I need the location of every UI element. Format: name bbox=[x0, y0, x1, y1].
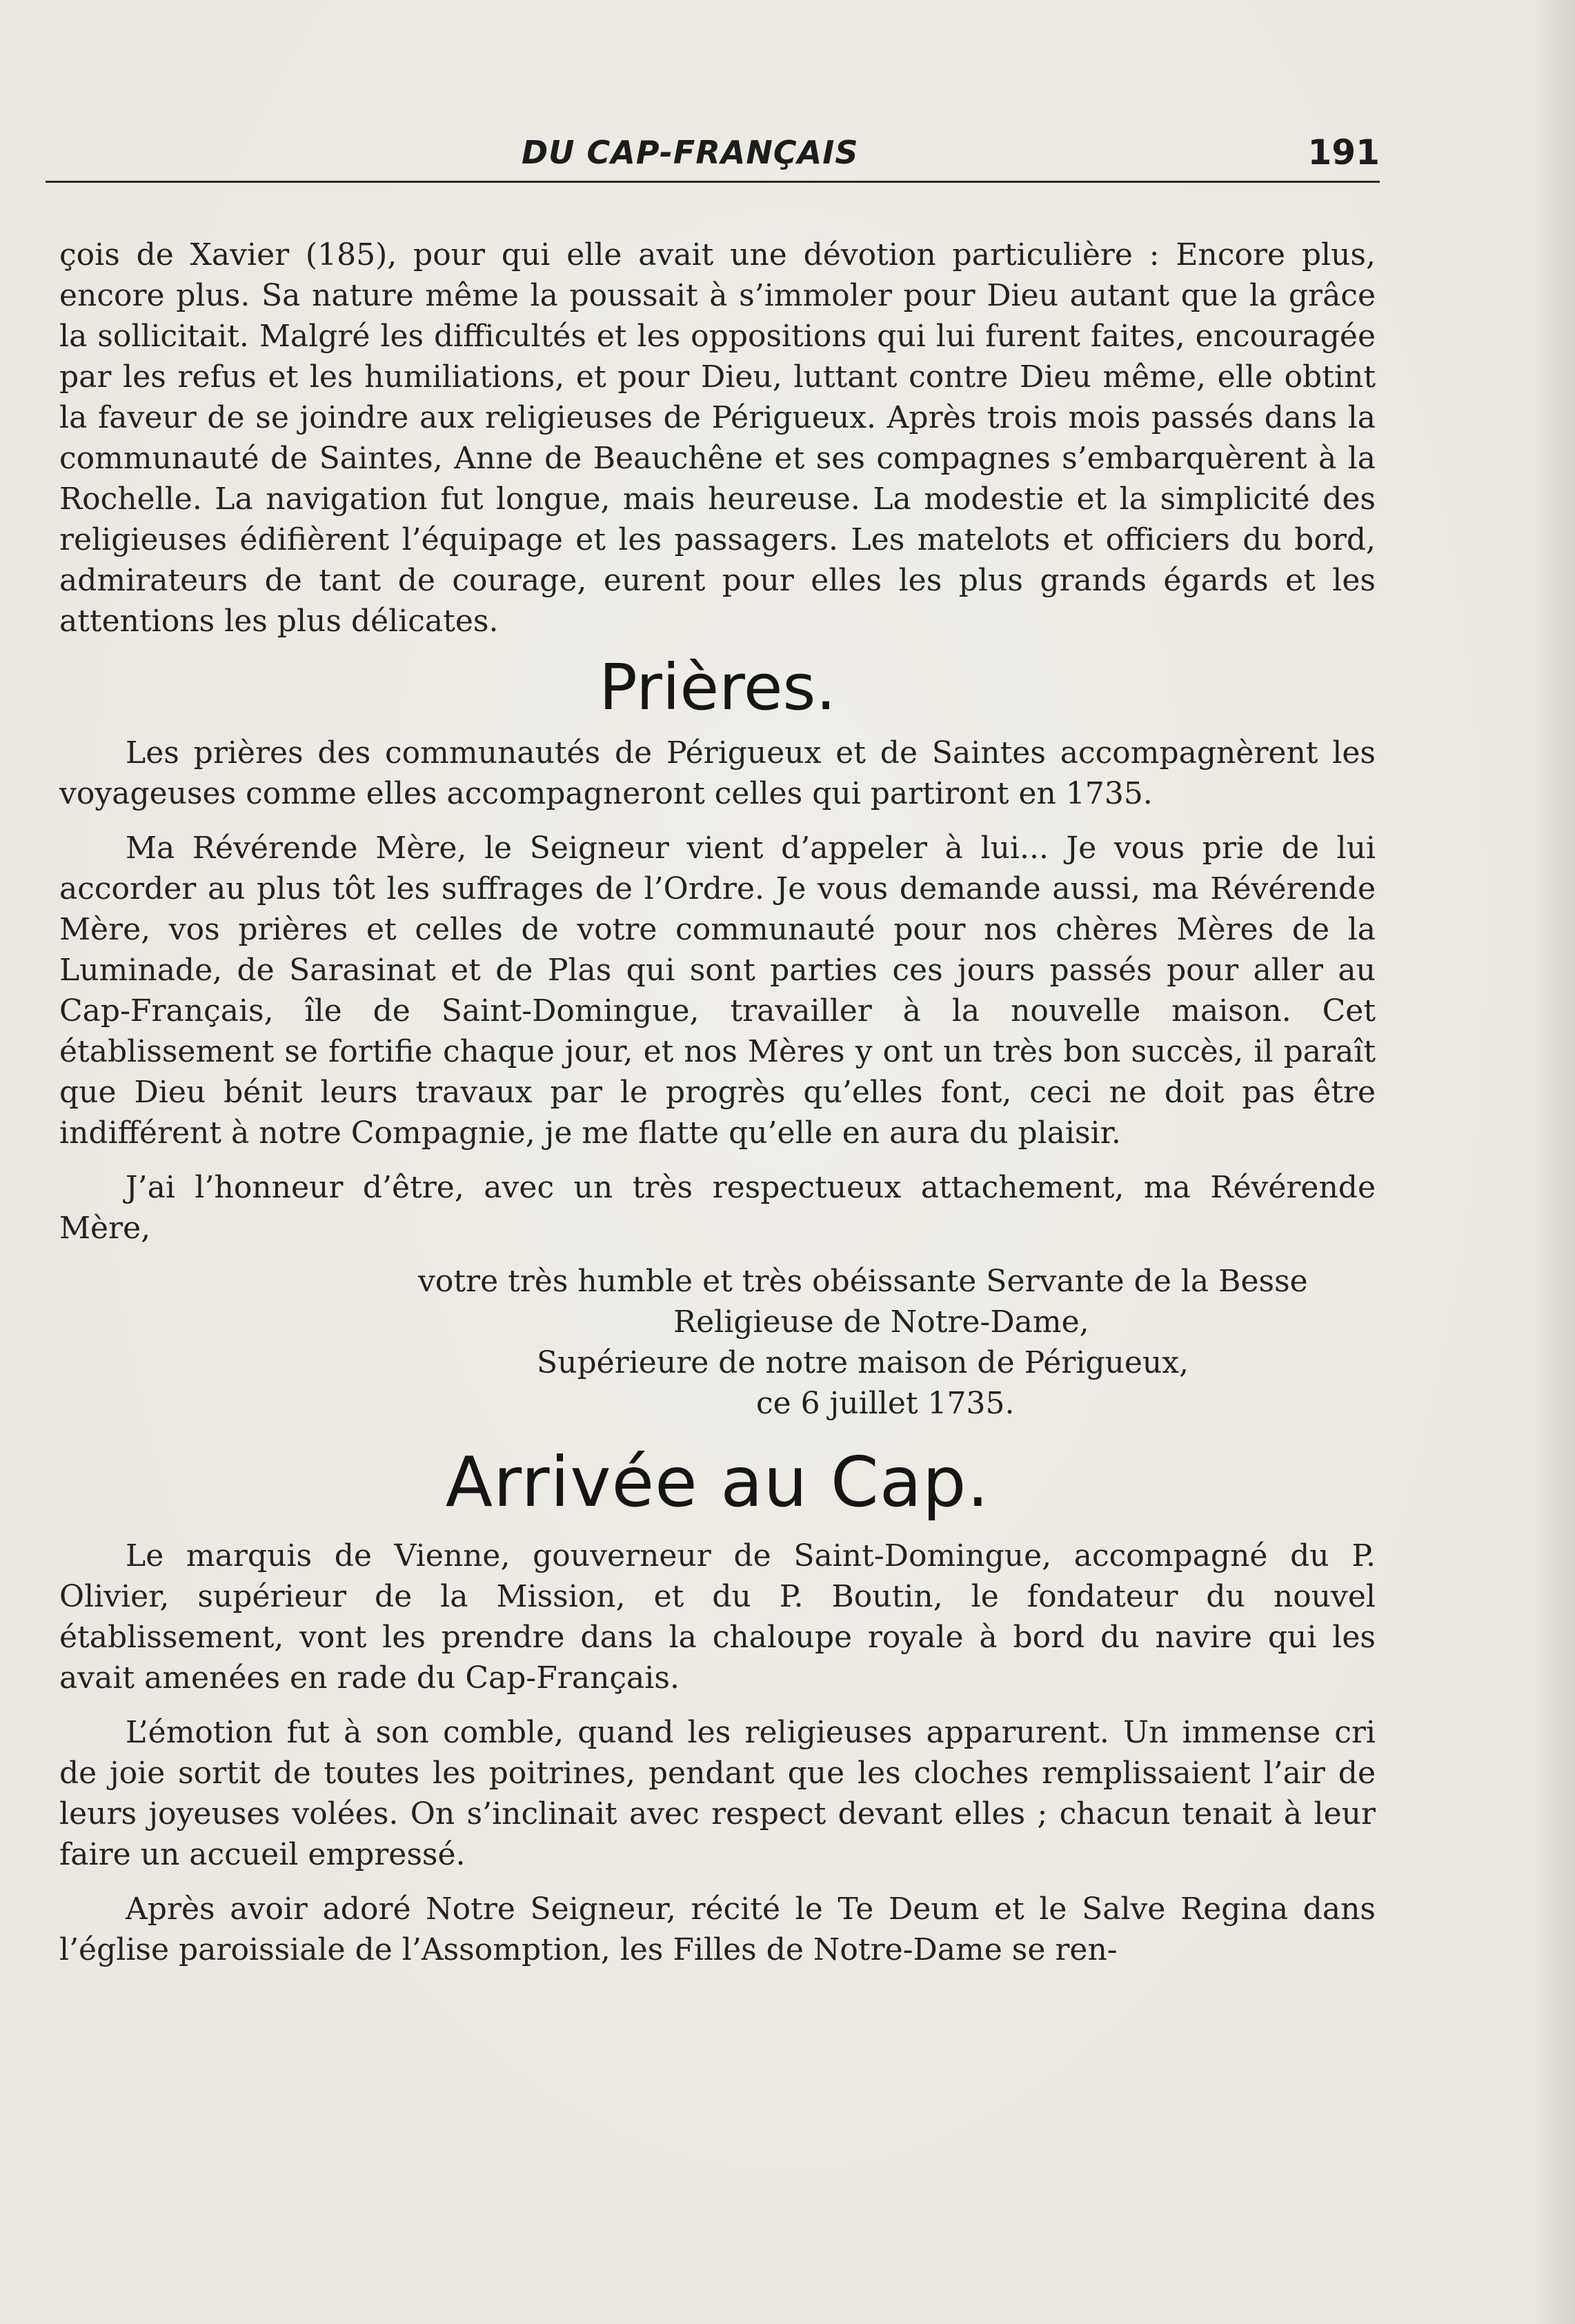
paragraph-arrivee-3: Après avoir adoré Notre Seigneur, récité le Te Deum et le Salve Regina dans l’église paroissiale de l’Assomption, les Filles de Notre-Dame se ren- bbox=[59, 1891, 1376, 1967]
signature-line-3: Supérieure de notre maison de Périgueux, bbox=[537, 1345, 1189, 1380]
paragraph-intro: çois de Xavier (185), pour qui elle avait une dévotion particulière : Encore plus, encore plus. Sa nature même la poussait à s’immoler pour Dieu autant que la grâce la sollicitait. Malgré les difficultés et les oppositions qui lui furent faites, encouragée par les refus et les humiliations, et pour Dieu, luttant contre Dieu même, elle obtint la faveur de se joindre aux religieuses de Périgueux. Après trois mois passés dans la communauté de Saintes, Anne de Beauchêne et ses compagnes s’embarquèrent à la Rochelle. La navigation fut longue, mais heureuse. La modestie et la simplicité des religieuses édifièrent l’équipage et les passagers. Les matelots et officiers du bord, admirateurs de tant de courage, eurent pour elles les plus grands égards et les attentions les plus délicates. bbox=[59, 237, 1376, 639]
page-edge-shadow bbox=[1534, 0, 1575, 2324]
paragraph-letter: Ma Révérende Mère, le Seigneur vient d’appeler à lui... Je vous prie de lui accorder au plus tôt les suffrages de l’Ordre. Je vous demande aussi, ma Révérende Mère, vos prières et celles de votre communauté pour nos chères Mères de la Luminade, de Sarasinat et de Plas qui sont parties ces jours passés pour aller au Cap-Français, île de Saint-Domingue, travailler à la nouvelle maison. Cet établissement se fortifie chaque jour, et nos Mères y ont un très bon succès, il paraît que Dieu bénit leurs travaux par le progrès qu’elles font, ceci ne doit pas être indifférent à notre Compagnie, je me flatte qu’elle en aura du plaisir. bbox=[59, 831, 1376, 1151]
page-number: 191 bbox=[1307, 132, 1380, 172]
header-rule bbox=[46, 181, 1380, 183]
letter-signature bbox=[59, 1261, 1376, 1424]
signature-line-2: Religieuse de Notre-Dame, bbox=[673, 1304, 1089, 1340]
page-header bbox=[46, 126, 1380, 188]
page-body bbox=[59, 235, 1376, 1970]
paragraph-closing: J’ai l’honneur d’être, avec un très respectueux attachement, ma Révérende Mère, bbox=[59, 1170, 1376, 1246]
paragraph-arrivee-2: L’émotion fut à son comble, quand les religieuses apparurent. Un immense cri de joie sortit de toutes les poitrines, pendant que les cloches remplissaient l’air de leurs joyeuses volées. On s’inclinait avec respect devant elles ; chacun tenait à leur faire un accueil empressé. bbox=[59, 1715, 1376, 1872]
signature-line-1: votre très humble et très obéissante Servante de la Besse bbox=[418, 1264, 1308, 1299]
paragraph-arrivee-1: Le marquis de Vienne, gouverneur de Saint-Domingue, accompagné du P. Olivier, supérieur de la Mission, et du P. Boutin, le fondateur du nouvel établissement, vont les prendre dans la chaloupe royale à bord du navire qui les avait amenées en rade du Cap-Français. bbox=[59, 1538, 1376, 1696]
running-title: DU CAP-FRANÇAIS bbox=[522, 134, 859, 171]
section-title-arrivee: Arrivée au Cap. bbox=[445, 1442, 990, 1522]
signature-line-4: ce 6 juillet 1735. bbox=[756, 1386, 1015, 1421]
section-title-prieres: Prières. bbox=[599, 650, 836, 724]
paragraph-prieres-1: Les prières des communautés de Périgueux et de Saintes accompagnèrent les voyageuses comme elles accompagneront celles qui partiront en 1735. bbox=[59, 735, 1376, 811]
